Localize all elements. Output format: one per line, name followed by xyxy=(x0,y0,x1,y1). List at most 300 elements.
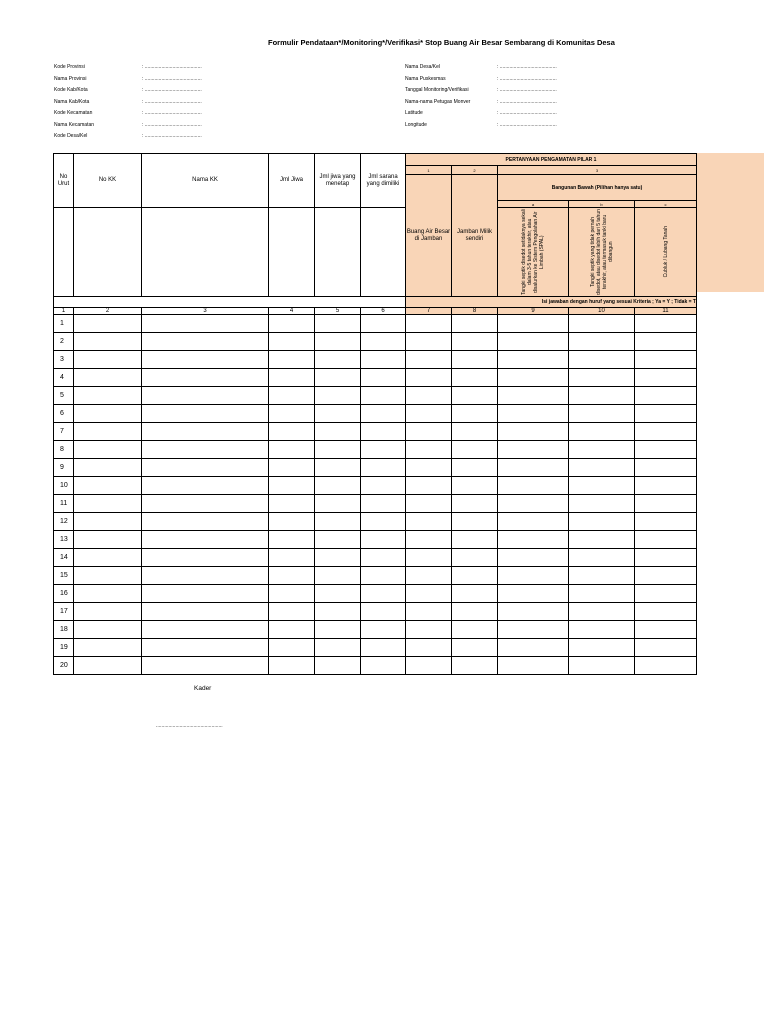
column-number: 10 xyxy=(569,308,635,315)
table-cell[interactable] xyxy=(406,657,452,675)
table-cell[interactable] xyxy=(74,639,142,657)
subsub-c: c xyxy=(635,201,697,208)
table-cell[interactable] xyxy=(452,405,498,423)
meta-right-label: Nama Puskesmas xyxy=(405,75,446,82)
table-cell[interactable] xyxy=(569,567,635,585)
table-cell[interactable] xyxy=(635,639,697,657)
spacer-instruction xyxy=(54,297,406,308)
table-cell[interactable] xyxy=(452,477,498,495)
table-cell[interactable] xyxy=(361,333,406,351)
table-cell[interactable] xyxy=(269,495,315,513)
table-cell[interactable] xyxy=(142,549,269,567)
header-q3b: Tangki septik yang tidak pernah disedot, atau disedot lebih dari 5 tahun terakhir, atau termasuk tanki baru dibangun xyxy=(589,209,614,295)
table-cell[interactable] xyxy=(406,549,452,567)
row-number: 1 xyxy=(54,315,74,333)
meta-right-value-field[interactable]: : ......................................... xyxy=(497,121,557,128)
table-cell[interactable] xyxy=(361,441,406,459)
table-row xyxy=(54,639,697,657)
table-row xyxy=(54,369,697,387)
table-cell[interactable] xyxy=(269,585,315,603)
table-cell[interactable] xyxy=(315,333,361,351)
meta-right-label: Nama-nama Petugas Monver xyxy=(405,98,471,105)
table-cell[interactable] xyxy=(452,459,498,477)
row-number: 7 xyxy=(54,423,74,441)
meta-right-value-field[interactable]: : ......................................... xyxy=(497,110,557,116)
table-cell[interactable] xyxy=(635,657,697,675)
row-number: 13 xyxy=(54,531,74,549)
spacer-jml-sarana xyxy=(361,208,406,297)
table-cell[interactable] xyxy=(74,477,142,495)
table-cell[interactable] xyxy=(269,531,315,549)
table-cell[interactable] xyxy=(406,315,452,333)
table-cell[interactable] xyxy=(361,549,406,567)
table-cell[interactable] xyxy=(269,351,315,369)
table-cell[interactable] xyxy=(635,531,697,549)
table-cell[interactable] xyxy=(74,387,142,405)
table-cell[interactable] xyxy=(269,441,315,459)
table-cell[interactable] xyxy=(269,603,315,621)
table-cell[interactable] xyxy=(452,441,498,459)
table-cell[interactable] xyxy=(142,621,269,639)
table-cell[interactable] xyxy=(569,369,635,387)
table-row xyxy=(54,603,697,621)
table-cell[interactable] xyxy=(269,459,315,477)
table-cell[interactable] xyxy=(315,531,361,549)
table-cell[interactable] xyxy=(315,585,361,603)
column-number-row xyxy=(54,308,697,315)
table-cell[interactable] xyxy=(315,603,361,621)
table-cell[interactable] xyxy=(142,513,269,531)
table-cell[interactable] xyxy=(569,495,635,513)
table-cell[interactable] xyxy=(569,513,635,531)
table-row xyxy=(54,621,697,639)
table-cell[interactable] xyxy=(498,639,569,657)
header-q2: Jamban Milik sendiri xyxy=(452,175,498,297)
table-cell[interactable] xyxy=(74,333,142,351)
spacer-jml-jiwa xyxy=(269,208,315,297)
table-cell[interactable] xyxy=(315,423,361,441)
table-cell[interactable] xyxy=(142,405,269,423)
table-cell[interactable] xyxy=(74,459,142,477)
table-cell[interactable] xyxy=(74,441,142,459)
table-cell[interactable] xyxy=(74,567,142,585)
table-cell[interactable] xyxy=(569,549,635,567)
table-cell[interactable] xyxy=(142,387,269,405)
table-cell[interactable] xyxy=(315,549,361,567)
table-cell[interactable] xyxy=(361,621,406,639)
column-number: 8 xyxy=(452,308,498,315)
column-number: 4 xyxy=(269,308,315,315)
table-cell[interactable] xyxy=(452,657,498,675)
table-cell[interactable] xyxy=(361,567,406,585)
table-cell[interactable] xyxy=(452,513,498,531)
table-cell[interactable] xyxy=(635,387,697,405)
table-cell[interactable] xyxy=(269,405,315,423)
table-cell[interactable] xyxy=(406,477,452,495)
table-cell[interactable] xyxy=(452,315,498,333)
table-cell[interactable] xyxy=(142,459,269,477)
table-cell[interactable] xyxy=(498,477,569,495)
column-number: 1 xyxy=(54,308,74,315)
table-cell[interactable] xyxy=(569,441,635,459)
table-cell[interactable] xyxy=(635,513,697,531)
table-cell[interactable] xyxy=(361,423,406,441)
table-cell[interactable] xyxy=(635,423,697,441)
table-cell[interactable] xyxy=(635,621,697,639)
table-cell[interactable] xyxy=(498,513,569,531)
table-cell[interactable] xyxy=(315,387,361,405)
signature-line: ................................................ xyxy=(156,723,223,729)
table-cell[interactable] xyxy=(569,351,635,369)
table-cell[interactable] xyxy=(315,441,361,459)
table-cell[interactable] xyxy=(74,315,142,333)
table-cell[interactable] xyxy=(74,585,142,603)
meta-left-label: Nama Provinsi xyxy=(54,75,87,82)
meta-right-value-field[interactable]: : ......................................... xyxy=(497,98,557,105)
table-cell[interactable] xyxy=(452,549,498,567)
table-row xyxy=(54,531,697,549)
table-cell[interactable] xyxy=(498,333,569,351)
table-cell[interactable] xyxy=(635,333,697,351)
meta-left-value-field[interactable]: : ......................................... xyxy=(142,98,202,105)
table-cell[interactable] xyxy=(74,495,142,513)
table-cell[interactable] xyxy=(269,621,315,639)
meta-right-value-field[interactable]: : ......................................... xyxy=(497,75,557,82)
table-row xyxy=(54,459,697,477)
table-row xyxy=(54,657,697,675)
row-number: 11 xyxy=(54,495,74,513)
table-cell[interactable] xyxy=(452,387,498,405)
table-cell[interactable] xyxy=(635,459,697,477)
table-cell[interactable] xyxy=(361,315,406,333)
header-jml-jiwa: Jml Jiwa xyxy=(269,154,315,208)
spacer-nama-kk xyxy=(142,208,269,297)
table-row xyxy=(54,405,697,423)
table-cell[interactable] xyxy=(406,603,452,621)
table-cell[interactable] xyxy=(315,405,361,423)
table-cell[interactable] xyxy=(406,369,452,387)
peach-overflow xyxy=(696,153,764,292)
row-number: 12 xyxy=(54,513,74,531)
table-cell[interactable] xyxy=(406,333,452,351)
table-cell[interactable] xyxy=(361,369,406,387)
row-number: 16 xyxy=(54,585,74,603)
table-row xyxy=(54,423,697,441)
table-cell[interactable] xyxy=(315,513,361,531)
subnum-2: 2 xyxy=(452,166,498,175)
table-row xyxy=(54,585,697,603)
table-cell[interactable] xyxy=(635,549,697,567)
table-cell[interactable] xyxy=(269,333,315,351)
column-number: 5 xyxy=(315,308,361,315)
table-cell[interactable] xyxy=(361,387,406,405)
meta-left-value-field[interactable]: : ......................................... xyxy=(142,133,202,139)
table-cell[interactable] xyxy=(452,585,498,603)
table-cell[interactable] xyxy=(498,405,569,423)
spacer-no-kk xyxy=(74,208,142,297)
table-cell[interactable] xyxy=(74,621,142,639)
table-cell[interactable] xyxy=(315,495,361,513)
table-cell[interactable] xyxy=(406,621,452,639)
table-cell[interactable] xyxy=(142,351,269,369)
header-nama-kk: Nama KK xyxy=(142,154,269,208)
table-cell[interactable] xyxy=(315,567,361,585)
table-cell[interactable] xyxy=(452,423,498,441)
table-cell[interactable] xyxy=(569,585,635,603)
table-cell[interactable] xyxy=(361,405,406,423)
table-cell[interactable] xyxy=(498,495,569,513)
table-cell[interactable] xyxy=(452,369,498,387)
table-cell[interactable] xyxy=(569,639,635,657)
meta-left-label: Nama Kecamatan xyxy=(54,121,95,128)
table-cell[interactable] xyxy=(569,333,635,351)
table-cell[interactable] xyxy=(569,531,635,549)
table-cell[interactable] xyxy=(142,441,269,459)
table-cell[interactable] xyxy=(315,351,361,369)
table-cell[interactable] xyxy=(142,657,269,675)
subsub-a: a xyxy=(498,201,569,208)
table-cell[interactable] xyxy=(269,567,315,585)
table-row xyxy=(54,567,697,585)
table-cell[interactable] xyxy=(361,351,406,369)
row-number: 15 xyxy=(54,567,74,585)
table-cell[interactable] xyxy=(635,603,697,621)
meta-left-label: Kode Desa/Kel xyxy=(54,133,88,139)
table-cell[interactable] xyxy=(142,495,269,513)
table-cell[interactable] xyxy=(498,657,569,675)
meta-right-value-field[interactable]: : ......................................... xyxy=(497,64,557,70)
meta-right-label: Tanggal Monitoring/Verifikasi xyxy=(405,87,469,93)
table-cell[interactable] xyxy=(269,369,315,387)
table-cell[interactable] xyxy=(74,423,142,441)
meta-right-value-field[interactable]: : ......................................... xyxy=(497,87,557,93)
table-cell[interactable] xyxy=(74,549,142,567)
spacer-no-urut xyxy=(54,208,74,297)
table-cell[interactable] xyxy=(569,477,635,495)
table-cell[interactable] xyxy=(142,333,269,351)
table-cell[interactable] xyxy=(361,585,406,603)
table-cell[interactable] xyxy=(406,387,452,405)
table-cell[interactable] xyxy=(498,459,569,477)
table-cell[interactable] xyxy=(498,531,569,549)
row-number: 20 xyxy=(54,657,74,675)
table-cell[interactable] xyxy=(406,459,452,477)
table-cell[interactable] xyxy=(142,639,269,657)
table-cell[interactable] xyxy=(569,603,635,621)
form-title: Formulir Pendataan*/Monitoring*/Verifikasi* Stop Buang Air Besar Sembarang di Komunitas Desa xyxy=(268,38,615,47)
table-cell[interactable] xyxy=(315,477,361,495)
table-cell[interactable] xyxy=(361,531,406,549)
meta-left-label: Kode Provinsi xyxy=(54,64,85,70)
table-cell[interactable] xyxy=(569,387,635,405)
row-number: 4 xyxy=(54,369,74,387)
header-no-kk: No KK xyxy=(74,154,142,208)
table-cell[interactable] xyxy=(498,423,569,441)
table-row xyxy=(54,333,697,351)
header-jml-jiwa-menetap: Jml jiwa yang menetap xyxy=(315,154,361,208)
table-cell[interactable] xyxy=(569,423,635,441)
table-cell[interactable] xyxy=(269,477,315,495)
table-cell[interactable] xyxy=(452,639,498,657)
table-cell[interactable] xyxy=(498,549,569,567)
table-cell[interactable] xyxy=(406,495,452,513)
table-cell[interactable] xyxy=(74,531,142,549)
meta-left-value-field[interactable]: : ......................................... xyxy=(142,75,202,82)
table-cell[interactable] xyxy=(406,531,452,549)
table-row xyxy=(54,513,697,531)
table-cell[interactable] xyxy=(498,387,569,405)
table-cell[interactable] xyxy=(498,441,569,459)
table-cell[interactable] xyxy=(269,513,315,531)
row-number: 18 xyxy=(54,621,74,639)
table-cell[interactable] xyxy=(635,369,697,387)
table-cell[interactable] xyxy=(452,603,498,621)
table-cell[interactable] xyxy=(74,603,142,621)
meta-left-value-field[interactable]: : ......................................... xyxy=(142,121,202,128)
table-cell[interactable] xyxy=(74,405,142,423)
table-cell[interactable] xyxy=(406,639,452,657)
table-cell[interactable] xyxy=(406,423,452,441)
table-cell[interactable] xyxy=(569,315,635,333)
table-row xyxy=(54,477,697,495)
table-row xyxy=(54,549,697,567)
table-cell[interactable] xyxy=(315,369,361,387)
table-cell[interactable] xyxy=(635,495,697,513)
table-cell[interactable] xyxy=(452,333,498,351)
table-cell[interactable] xyxy=(452,531,498,549)
table-cell[interactable] xyxy=(361,603,406,621)
row-number: 5 xyxy=(54,387,74,405)
table-cell[interactable] xyxy=(74,657,142,675)
table-cell[interactable] xyxy=(498,315,569,333)
table-cell[interactable] xyxy=(269,657,315,675)
table-cell[interactable] xyxy=(361,459,406,477)
row-number: 19 xyxy=(54,639,74,657)
column-number: 3 xyxy=(142,308,269,315)
table-cell[interactable] xyxy=(406,585,452,603)
table-cell[interactable] xyxy=(142,477,269,495)
table-cell[interactable] xyxy=(361,657,406,675)
table-cell[interactable] xyxy=(315,315,361,333)
table-cell[interactable] xyxy=(635,477,697,495)
table-cell[interactable] xyxy=(74,351,142,369)
table-cell[interactable] xyxy=(74,369,142,387)
table-row xyxy=(54,441,697,459)
row-number: 10 xyxy=(54,477,74,495)
meta-right-label: Nama Desa/Kel xyxy=(405,64,441,70)
table-cell[interactable] xyxy=(142,567,269,585)
table-cell[interactable] xyxy=(142,603,269,621)
table-cell[interactable] xyxy=(361,639,406,657)
data-table xyxy=(53,153,697,675)
table-row xyxy=(54,315,697,333)
column-number: 11 xyxy=(635,308,697,315)
table-cell[interactable] xyxy=(142,315,269,333)
table-cell[interactable] xyxy=(498,621,569,639)
table-cell[interactable] xyxy=(315,621,361,639)
table-cell[interactable] xyxy=(269,315,315,333)
kader-label: Kader xyxy=(194,685,212,692)
table-row xyxy=(54,387,697,405)
subnum-1: 1 xyxy=(406,166,452,175)
table-cell[interactable] xyxy=(635,351,697,369)
table-cell[interactable] xyxy=(635,315,697,333)
meta-left-label: Kode Kab/Kota xyxy=(54,87,88,93)
column-number: 2 xyxy=(74,308,142,315)
table-cell[interactable] xyxy=(269,423,315,441)
table-cell[interactable] xyxy=(406,351,452,369)
table-cell[interactable] xyxy=(452,567,498,585)
meta-left-value-field[interactable]: : ......................................... xyxy=(142,64,202,70)
table-cell[interactable] xyxy=(315,639,361,657)
table-cell[interactable] xyxy=(406,513,452,531)
table-cell[interactable] xyxy=(635,441,697,459)
table-cell[interactable] xyxy=(498,567,569,585)
table-cell[interactable] xyxy=(142,585,269,603)
header-pilar: PERTANYAAN PENGAMATAN PILAR 1 xyxy=(406,154,697,166)
table-cell[interactable] xyxy=(452,621,498,639)
table-cell[interactable] xyxy=(498,603,569,621)
row-number: 14 xyxy=(54,549,74,567)
table-cell[interactable] xyxy=(569,405,635,423)
table-cell[interactable] xyxy=(74,513,142,531)
meta-left-value-field[interactable]: : ......................................... xyxy=(142,87,202,93)
table-cell[interactable] xyxy=(406,567,452,585)
column-number: 9 xyxy=(498,308,569,315)
table-cell[interactable] xyxy=(452,495,498,513)
row-number: 17 xyxy=(54,603,74,621)
meta-left-value-field[interactable]: : ......................................... xyxy=(142,110,202,116)
meta-left-label: Nama Kab/Kota xyxy=(54,98,90,105)
meta-right-label: Longitude xyxy=(405,121,427,128)
table-cell[interactable] xyxy=(361,513,406,531)
table-cell[interactable] xyxy=(498,369,569,387)
table-row xyxy=(54,351,697,369)
meta-right-label: Latitude xyxy=(405,110,423,116)
header-no-urut: No Urut xyxy=(54,154,74,208)
subnum-3: 3 xyxy=(498,166,697,175)
table-cell[interactable] xyxy=(315,657,361,675)
table-cell[interactable] xyxy=(315,459,361,477)
header-jml-sarana: Jml sarana yang dimiliki xyxy=(361,154,406,208)
table-cell[interactable] xyxy=(635,585,697,603)
table-cell[interactable] xyxy=(498,585,569,603)
row-number: 8 xyxy=(54,441,74,459)
meta-left-label: Kode Kecamatan xyxy=(54,110,93,116)
table-cell[interactable] xyxy=(569,621,635,639)
column-number: 7 xyxy=(406,308,452,315)
table-cell[interactable] xyxy=(406,441,452,459)
table-cell[interactable] xyxy=(142,369,269,387)
table-cell[interactable] xyxy=(142,423,269,441)
table-cell[interactable] xyxy=(269,639,315,657)
table-cell[interactable] xyxy=(269,387,315,405)
table-cell[interactable] xyxy=(569,459,635,477)
table-cell[interactable] xyxy=(142,531,269,549)
spacer-jml-menetap xyxy=(315,208,361,297)
table-cell[interactable] xyxy=(269,549,315,567)
table-cell[interactable] xyxy=(635,405,697,423)
table-cell[interactable] xyxy=(452,351,498,369)
table-cell[interactable] xyxy=(569,657,635,675)
table-cell[interactable] xyxy=(361,495,406,513)
table-cell[interactable] xyxy=(361,477,406,495)
header-q3c: Cubluk / Lubang Tanah xyxy=(662,226,669,278)
table-cell[interactable] xyxy=(406,405,452,423)
table-cell[interactable] xyxy=(498,351,569,369)
table-row xyxy=(54,495,697,513)
table-cell[interactable] xyxy=(635,567,697,585)
